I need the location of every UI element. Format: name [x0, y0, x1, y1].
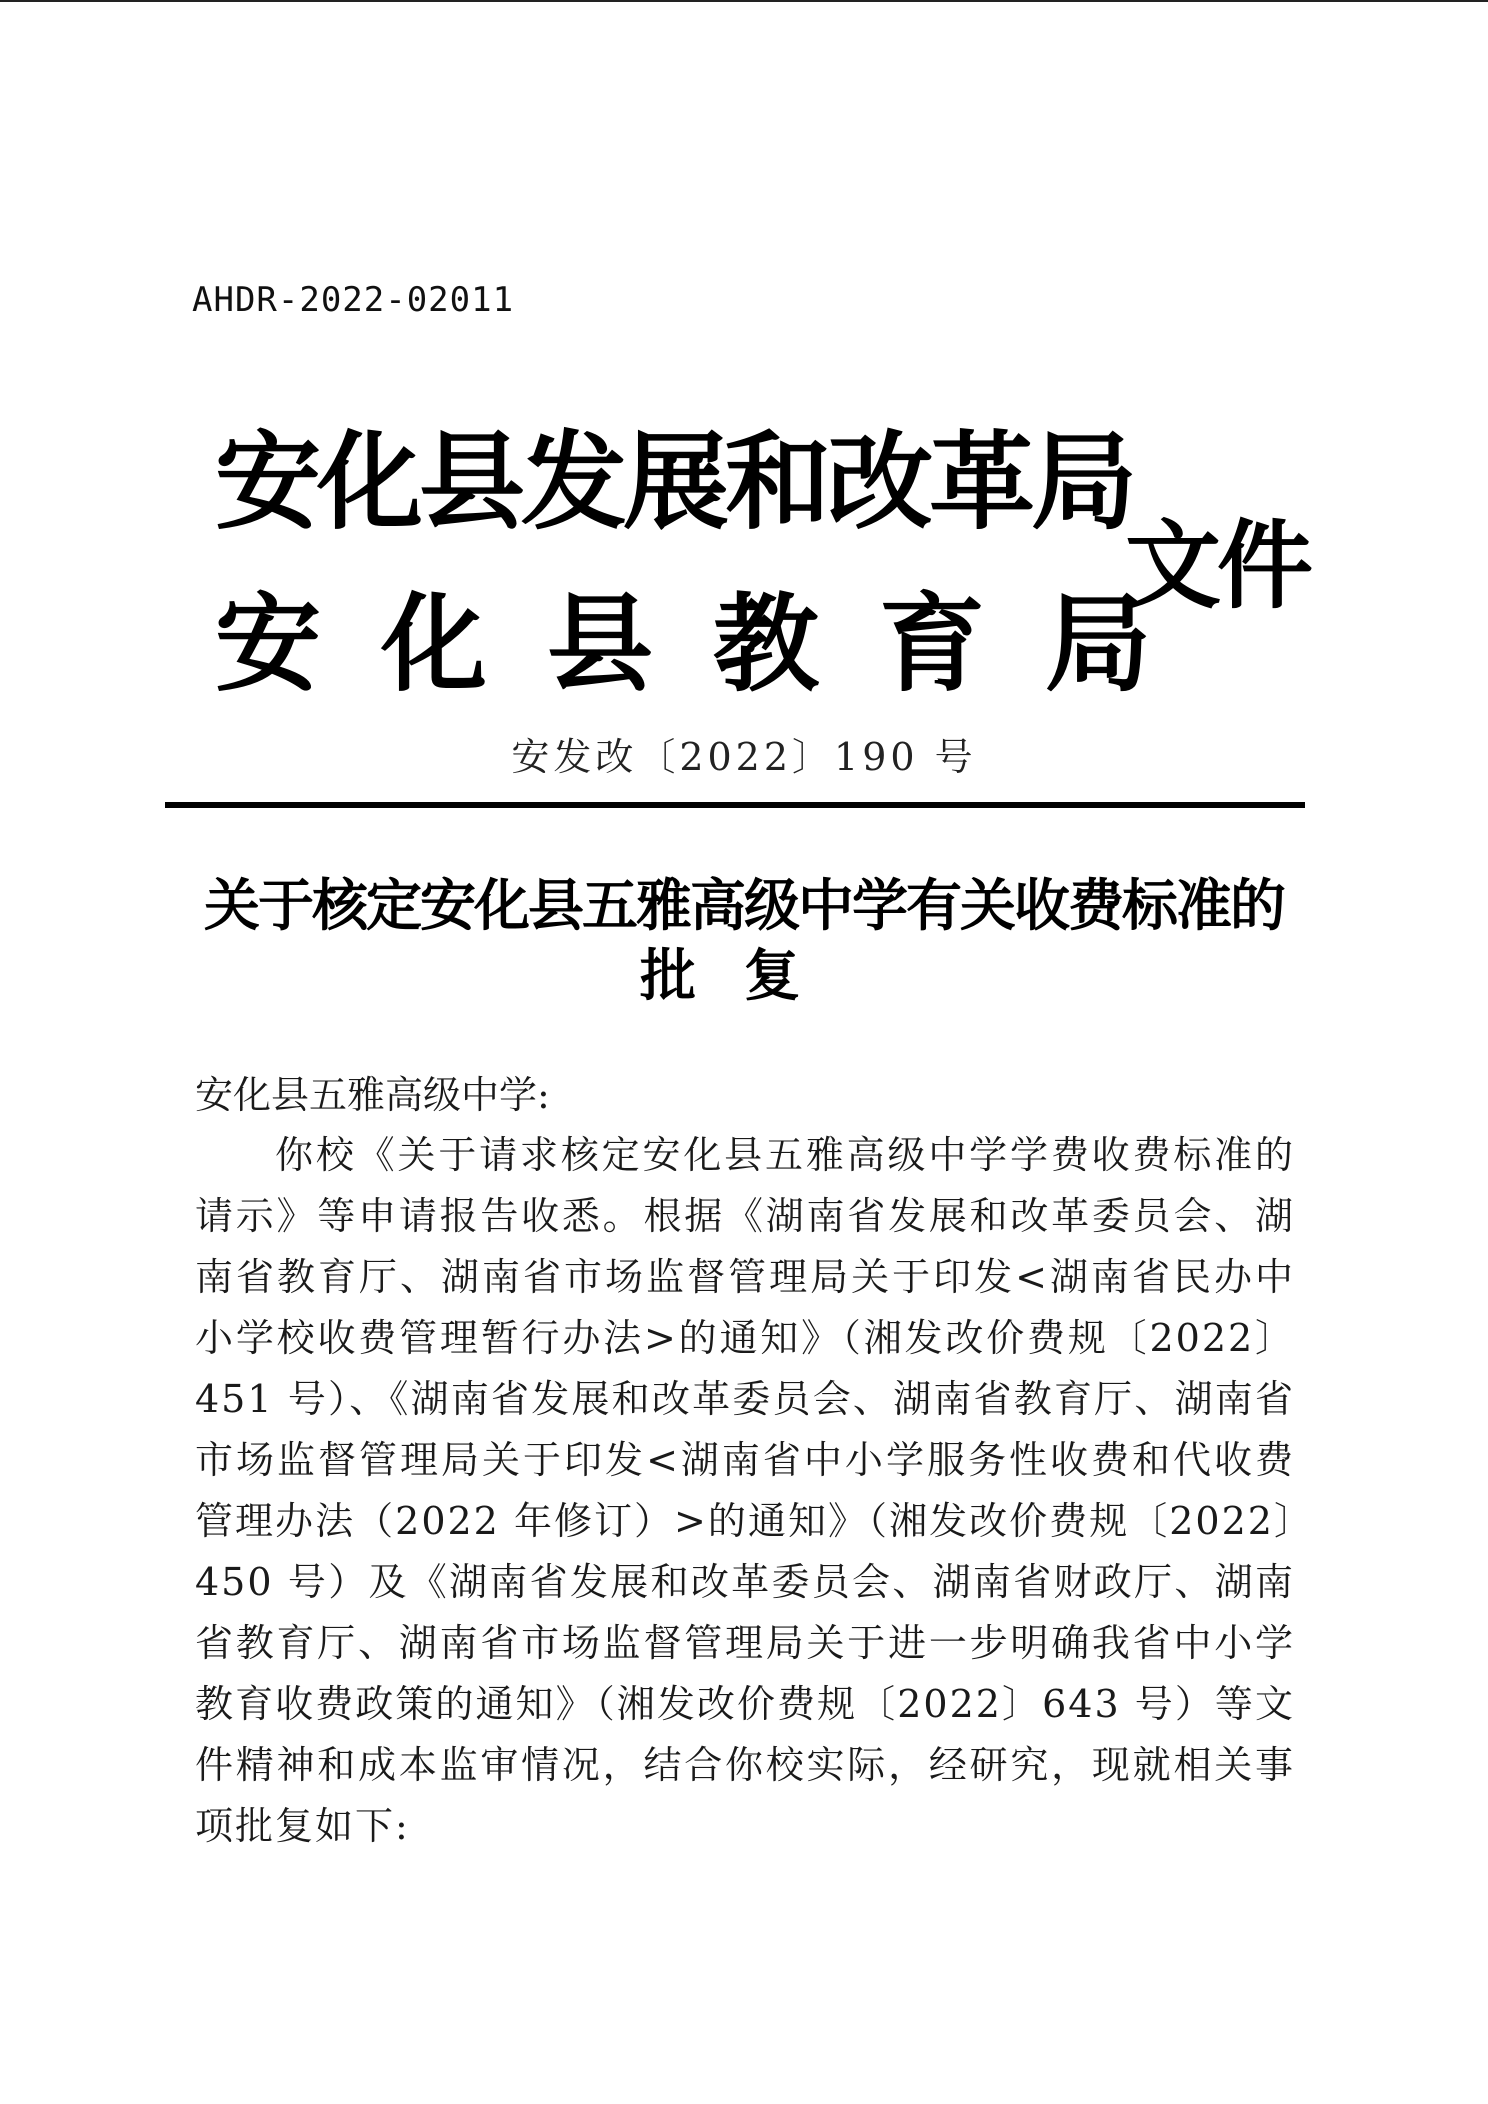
header-separator-line: [165, 802, 1305, 808]
document-suffix: 文件: [1125, 509, 1309, 622]
issuer-line-education-bureau: 安化县教育局: [215, 581, 1211, 706]
body-paragraph: 你校《关于请求核定安化县五雅高级中学学费收费标准的请示》等申请报告收悉。根据《湖南省发展和改革委员会、湖南省教育厅、湖南省市场监督管理局关于印发<湖南省民办中小学校收费管理暂行办法>的通知》（湘发改价费规〔2022〕451 号）、《湖南省发展和改革委员会、湖南省教育厅、湖南省市场监督管理局关于印发<湖南省中小学服务性收费和代收费管理办法（2022 年修订）>的通知》（湘发改价费规〔2022〕450 号）及《湖南省发展和改革委员会、湖南省财政厅、湖南省教育厅、湖南省市场监督管理局关于进一步明确我省中小学教育收费政策的通知》（湘发改价费规〔2022〕643 号）等文件精神和成本监审情况，结合你校实际，经研究，现就相关事项批复如下:: [195, 1133, 1295, 1848]
issuer-line-development-reform-bureau: 安化县发展和改革局: [215, 419, 1133, 544]
document-title-line-1: 关于核定安化县五雅高级中学有关收费标准的: [204, 873, 1284, 939]
document-number: 安发改〔2022〕190 号: [511, 735, 977, 779]
salutation: 安化县五雅高级中学:: [195, 1073, 550, 1117]
document-code: AHDR-2022-02011: [192, 280, 515, 320]
document-title-line-2: 批复: [640, 943, 848, 1009]
page-top-border: [0, 0, 1488, 2]
